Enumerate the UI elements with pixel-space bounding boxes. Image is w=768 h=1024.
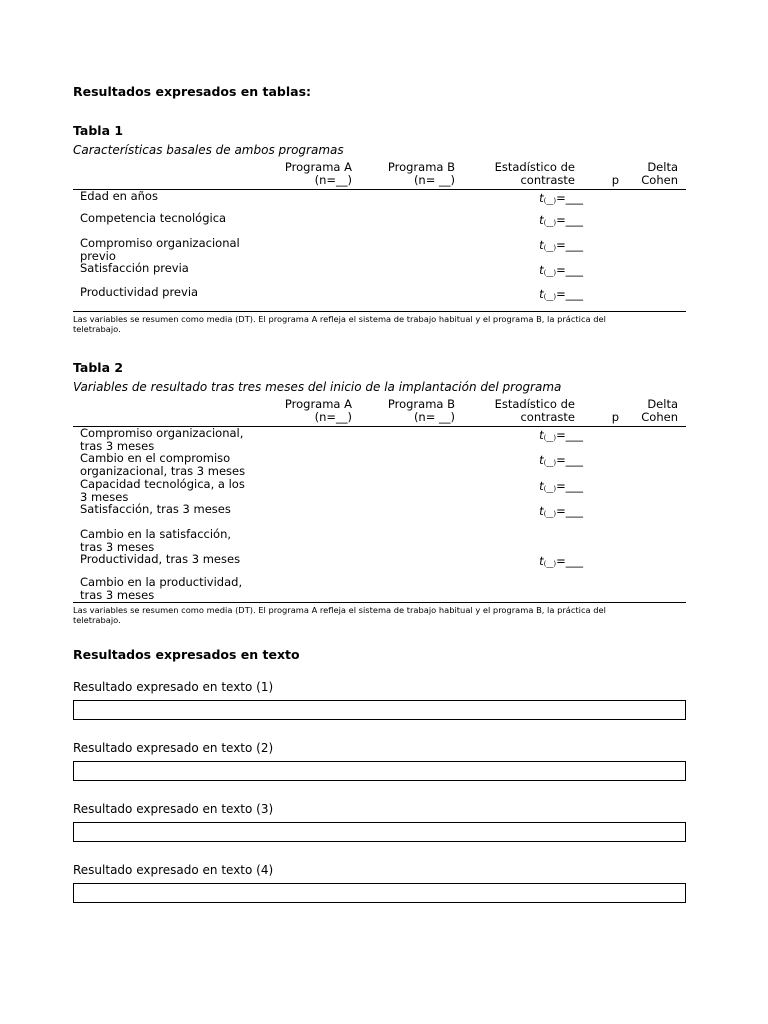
stat-symbol: t	[539, 287, 544, 301]
header-p: p	[611, 173, 619, 187]
row-variable-line2: tras 3 meses	[80, 439, 155, 453]
document-page	[73, 84, 686, 903]
tables-section-heading: Resultados expresados en tablas:	[73, 84, 312, 99]
header-programa-a	[259, 161, 352, 187]
stat-df: (__)	[543, 510, 557, 518]
stat-value: =___	[556, 287, 583, 301]
stat-value: =___	[556, 554, 583, 568]
stat-df: (__)	[543, 434, 557, 442]
row-variable-line1: Competencia tecnológica	[80, 211, 227, 225]
row-variable-line1: Productividad previa	[80, 285, 199, 299]
table2-header	[73, 398, 686, 427]
row-variable-line1: Cambio en el compromiso	[80, 451, 231, 465]
response-field-1[interactable]	[73, 700, 686, 720]
stat-df: (__)	[543, 197, 557, 205]
stat-symbol: t	[539, 554, 544, 568]
table2-note-line1: Las variables se resumen como media (DT). El programa A refleja el sistema de trabajo habitual y el programa B, la práctica del	[73, 605, 606, 615]
stat-value: =___	[556, 263, 583, 277]
row-variable-name	[80, 237, 270, 263]
stat-symbol: t	[539, 213, 544, 227]
table1-note-line1: Las variables se resumen como media (DT). El programa A refleja el sistema de trabajo habitual y el programa B, la práctica del	[73, 314, 606, 324]
table1-header	[73, 161, 686, 190]
stat-value: =___	[556, 238, 583, 252]
header-programa-a-label: Programa A	[284, 160, 352, 174]
row-statistic	[503, 480, 583, 496]
row-variable-name	[80, 478, 270, 504]
response-label-4: Resultado expresado en texto (4)	[73, 863, 274, 877]
table1-body	[73, 190, 686, 312]
row-variable-line2: organizacional, tras 3 meses	[80, 464, 246, 478]
row-variable-name	[80, 576, 270, 602]
stat-value: =___	[556, 479, 583, 493]
row-variable-line1: Cambio en la productividad,	[80, 575, 243, 589]
row-variable-line1: Productividad, tras 3 meses	[80, 552, 241, 566]
stat-df: (__)	[543, 485, 557, 493]
row-variable-name	[80, 503, 270, 516]
stat-df: (__)	[543, 560, 557, 568]
header-programa-b-label: Programa B	[387, 397, 455, 411]
row-variable-name	[80, 190, 270, 203]
header-programa-a-label: Programa A	[284, 397, 352, 411]
row-variable-line2: tras 3 meses	[80, 588, 155, 602]
stat-value: =___	[556, 453, 583, 467]
stat-symbol: t	[539, 479, 544, 493]
header-estadistico	[475, 398, 575, 424]
table1-label: Tabla 1	[73, 123, 124, 138]
header-programa-b-n: (n= __)	[413, 410, 455, 424]
row-variable-line2: previo	[80, 249, 116, 263]
response-label-3: Resultado expresado en texto (3)	[73, 802, 274, 816]
row-variable-line1: Satisfacción previa	[80, 261, 189, 275]
table-row	[73, 212, 686, 236]
stat-value: =___	[556, 504, 583, 518]
table1-title: Características basales de ambos programas	[73, 143, 344, 157]
header-programa-b-label: Programa B	[387, 160, 455, 174]
row-statistic	[503, 239, 583, 255]
header-programa-b-n: (n= __)	[413, 173, 455, 187]
row-variable-name	[80, 452, 270, 478]
table1-note-line2: teletrabajo.	[73, 324, 121, 334]
stat-symbol: t	[539, 191, 544, 205]
header-estadistico-line1: Estadístico de	[494, 160, 575, 174]
response-label-2: Resultado expresado en texto (2)	[73, 741, 274, 755]
header-delta-line2: Cohen	[641, 173, 678, 187]
stat-df: (__)	[543, 293, 557, 301]
table1	[73, 161, 686, 334]
header-estadistico-line2: contraste	[520, 410, 575, 424]
header-delta-line1: Delta	[647, 160, 678, 174]
table1-note	[73, 314, 673, 334]
response-field-3[interactable]	[73, 822, 686, 842]
row-variable-name	[80, 212, 270, 225]
stat-df: (__)	[543, 459, 557, 467]
table-row	[73, 286, 686, 310]
row-statistic	[503, 192, 583, 208]
header-estadistico-line2: contraste	[520, 173, 575, 187]
row-variable-line2: tras 3 meses	[80, 540, 155, 554]
row-variable-line1: Satisfacción, tras 3 meses	[80, 502, 231, 516]
header-delta-line1: Delta	[647, 397, 678, 411]
row-variable-name	[80, 286, 270, 299]
table2	[73, 398, 686, 625]
response-field-4[interactable]	[73, 883, 686, 903]
header-estadistico	[475, 161, 575, 187]
row-variable-line1: Cambio en la satisfacción,	[80, 527, 232, 541]
table-row	[73, 237, 686, 263]
table-row	[73, 262, 686, 286]
row-statistic	[503, 454, 583, 470]
row-variable-line1: Compromiso organizacional,	[80, 426, 244, 440]
table2-note-line2: teletrabajo.	[73, 615, 121, 625]
table2-title: Variables de resultado tras tres meses del inicio de la implantación del programa	[73, 380, 562, 394]
response-field-2[interactable]	[73, 761, 686, 781]
stat-value: =___	[556, 428, 583, 442]
stat-df: (__)	[543, 244, 557, 252]
stat-value: =___	[556, 213, 583, 227]
stat-df: (__)	[543, 219, 557, 227]
stat-symbol: t	[539, 263, 544, 277]
stat-df: (__)	[543, 269, 557, 277]
table2-body	[73, 427, 686, 603]
header-programa-b	[362, 398, 455, 424]
row-variable-name	[80, 528, 270, 554]
header-delta-line2: Cohen	[641, 410, 678, 424]
header-p: p	[611, 410, 619, 424]
header-programa-b	[362, 161, 455, 187]
header-delta-cohen	[623, 161, 678, 187]
header-programa-a-n: (n=__)	[314, 173, 352, 187]
row-variable-name	[80, 262, 270, 275]
row-variable-name	[80, 553, 270, 566]
row-variable-line2: 3 meses	[80, 490, 129, 504]
row-variable-line1: Capacidad tecnológica, a los	[80, 477, 245, 491]
table2-note	[73, 605, 673, 625]
stat-symbol: t	[539, 504, 544, 518]
row-statistic	[503, 555, 583, 571]
row-statistic	[503, 288, 583, 304]
table2-label: Tabla 2	[73, 360, 124, 375]
response-label-1: Resultado expresado en texto (1)	[73, 680, 274, 694]
stat-symbol: t	[539, 238, 544, 252]
row-statistic	[503, 214, 583, 230]
header-programa-a	[259, 398, 352, 424]
stat-symbol: t	[539, 453, 544, 467]
row-variable-line1: Compromiso organizacional	[80, 236, 240, 250]
row-variable-name	[80, 427, 270, 453]
header-programa-a-n: (n=__)	[314, 410, 352, 424]
header-estadistico-line1: Estadístico de	[494, 397, 575, 411]
row-variable-line1: Edad en años	[80, 189, 158, 203]
row-statistic	[503, 505, 583, 521]
row-statistic	[503, 264, 583, 280]
stat-symbol: t	[539, 428, 544, 442]
row-statistic	[503, 429, 583, 445]
stat-value: =___	[556, 191, 583, 205]
header-delta-cohen	[623, 398, 678, 424]
text-section-heading: Resultados expresados en texto	[73, 647, 300, 662]
